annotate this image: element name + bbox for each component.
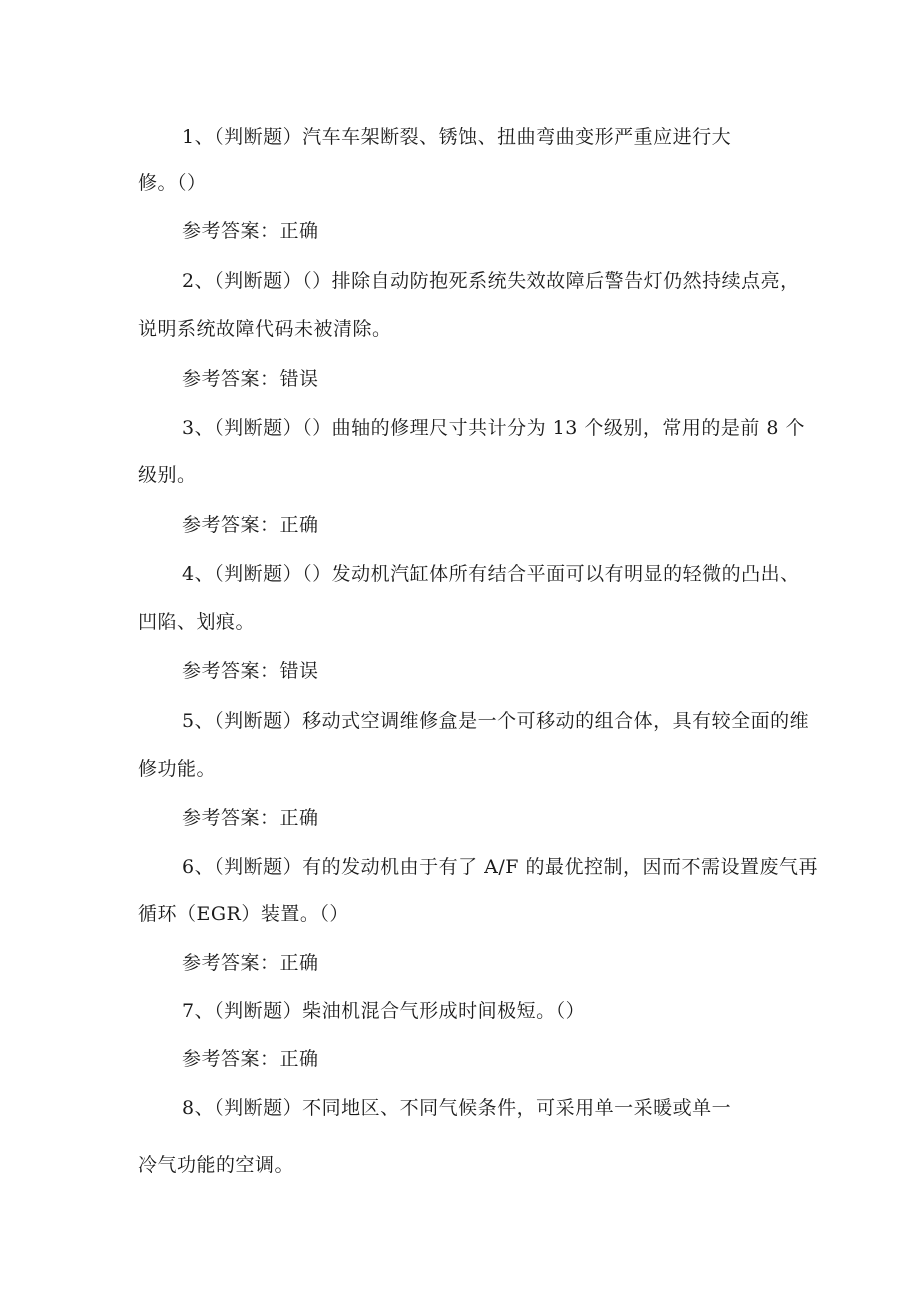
question-2-line-2: 说明系统故障代码未被清除。: [138, 318, 392, 340]
question-8-line-1: 8、（判断题）不同地区、不同气候条件，可采用单一采暖或单一: [182, 1097, 732, 1119]
question-8-line-2: 冷气功能的空调。: [138, 1154, 295, 1176]
question-5-line-1: 5、（判断题）移动式空调维修盒是一个可移动的组合体，具有较全面的维: [182, 710, 810, 732]
question-5-line-2: 修功能。: [138, 758, 217, 780]
question-4-line-1: 4、（判断题）（）发动机汽缸体所有结合平面可以有明显的轻微的凸出、: [182, 563, 800, 585]
question-3-line-2: 级别。: [138, 464, 197, 486]
question-3-line-1: 3、（判断题）（）曲轴的修理尺寸共计分为 13 个级别，常用的是前 8 个: [182, 417, 806, 439]
question-3-answer: 参考答案：正确: [182, 514, 319, 536]
question-6-answer: 参考答案：正确: [182, 952, 319, 974]
question-2-answer: 参考答案：错误: [182, 368, 319, 390]
question-7-line-1: 7、（判断题）柴油机混合气形成时间极短。（）: [182, 1000, 586, 1022]
question-1-answer: 参考答案：正确: [182, 220, 319, 242]
question-4-answer: 参考答案：错误: [182, 660, 319, 682]
question-5-answer: 参考答案：正确: [182, 807, 319, 829]
question-1-line-2: 修。（）: [138, 172, 207, 194]
question-6-line-1: 6、（判断题）有的发动机由于有了 A/F 的最优控制，因而不需设置废气再: [182, 856, 818, 878]
question-7-answer: 参考答案：正确: [182, 1048, 319, 1070]
question-4-line-2: 凹陷、划痕。: [138, 611, 256, 633]
question-6-line-2: 循环（EGR）装置。（）: [138, 903, 349, 925]
question-1-line-1: 1、（判断题）汽车车架断裂、锈蚀、扭曲弯曲变形严重应进行大: [182, 126, 732, 148]
question-2-line-1: 2、（判断题）（）排除自动防抱死系统失效故障后警告灯仍然持续点亮，: [182, 270, 800, 292]
